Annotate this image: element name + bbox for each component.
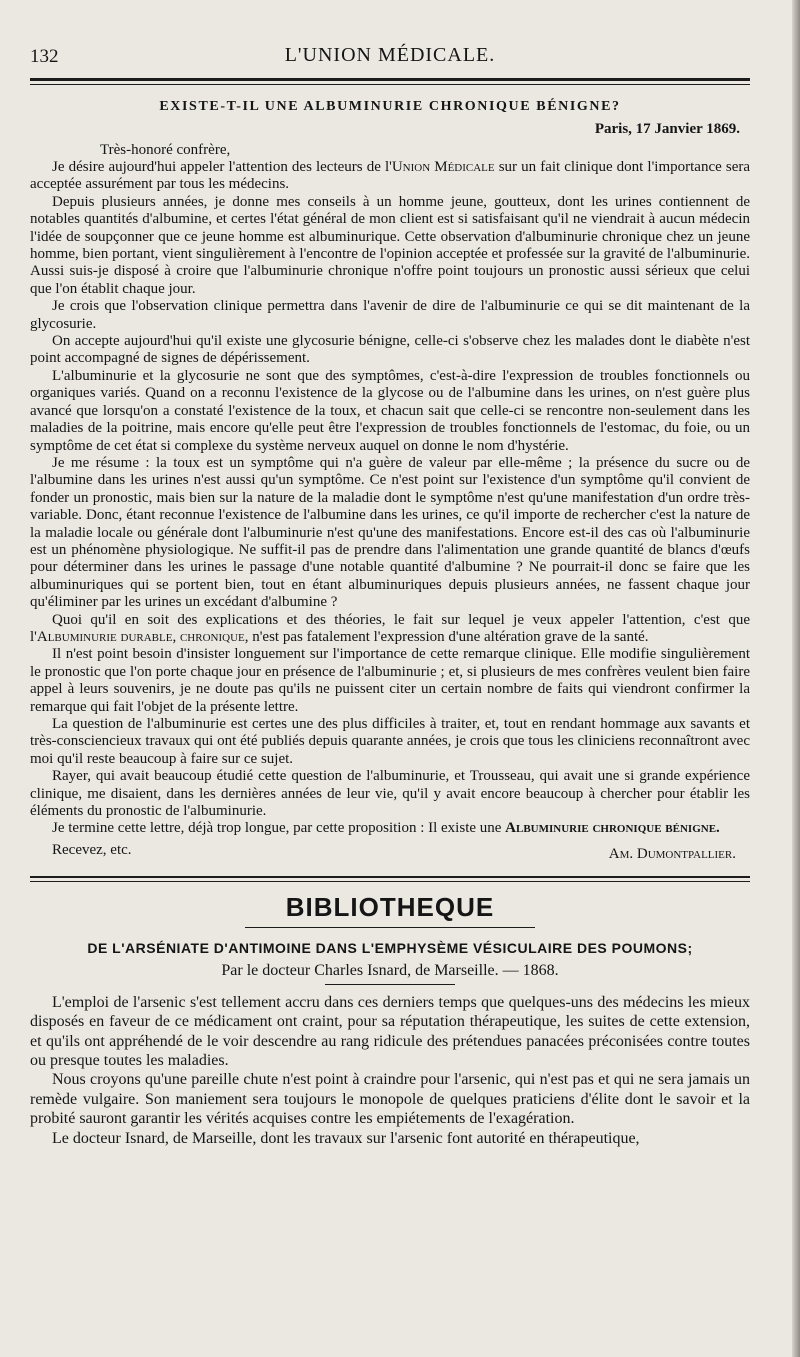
section-heading: BIBLIOTHEQUE (285, 891, 495, 922)
closing-formula: Recevez, etc. (52, 841, 132, 858)
letter-paragraph (30, 820, 750, 837)
letter-closing (30, 842, 750, 864)
letter-paragraph (30, 159, 750, 194)
emphasis-smallcaps: Albuminurie durable, chronique (36, 628, 245, 645)
letter-paragraph: Il n'est point besoin d'insister longuement sur l'importance de cette remarque clinique. Elle modifie singulièrement le pronostic que l'on porte chaque jour en présence de l'albuminurie ; et, si plusieurs de mes confrères veulent bien faire appel à leurs souvenirs, je ne doute pas qu'ils ne puissent citer un certain nombre de faits qui viendront confirmer la remarque qui fait l'objet de la présente lettre. (30, 646, 750, 715)
letter-paragraph: On accepte aujourd'hui qu'il existe une glycosurie bénigne, celle-ci s'observe chez les malades dont le diabète n'est point accompagné de signes de dépérissement. (30, 333, 750, 367)
journal-title: L'UNION MÉDICALE. (284, 44, 496, 66)
running-head (30, 38, 750, 76)
section-divider (30, 876, 750, 882)
letter-title: EXISTE-T-IL UNE ALBUMINURIE CHRONIQUE BÉNIGNE? (159, 99, 621, 114)
paragraph-text: sur un fait clinique dont l'importance sera acceptée assurément par tous les médecins. (30, 159, 751, 193)
paragraph-text: Quoi qu'il en soit des explications et des théories, le fait sur lequel je veux appeler l'attention, c'est que l' (30, 611, 750, 645)
paragraph-text: , n'est pas fatalement l'expression d'une altération grave de la santé. (244, 628, 649, 645)
header-rule-thick (30, 78, 750, 81)
letter-salutation: Très-honoré confrère, (100, 142, 231, 158)
article-paragraph: L'emploi de l'arsenic s'est tellement accru dans ces derniers temps que quelques-uns des médecins les mieux disposés en faveur de ce médicament ont craint, pour sa réputation thérapeutique, les suites de cette extension, et qu'ils ont appréhendé de le voir descendre au rang ridicule des prétendues panacées préconisées contre toutes ou presque toutes les maladies. (30, 993, 750, 1070)
letter-signature: Am. Dumontpallier. (608, 845, 736, 862)
section-heading-rule (245, 927, 535, 928)
letter-paragraph: Je me résume : la toux est un symptôme qui n'a guère de valeur par elle-même ; la présence du sucre ou de l'albumine dans les urines n'est aussi qu'un symptôme. Ce n'est point sur l'existence d'un symptôme qu'il convient de fonder un pronostic, mais bien sur la nature de la maladie dont le symptôme n'est qu'une manifestation d'un ordre très-variable. Donc, étant reconnue l'existence de l'albumine dans les urines, ce qu'il importe de rechercher c'est la nature de la maladie locale ou générale dont l'albuminurie n'est qu'une des manifestations. Encore est-il des cas où l'albuminurie est un phénomène physiologique. Ne suffit-il pas de prendre dans l'alimentation une grande quantité de blancs d'œufs pour déterminer dans les urines le passage d'une notable quantité d'albumine ? Ne pourrait-il donc se faire que les albuminuriques qui se portent bien, tout en étant albuminuriques depuis plusieurs années, ne fassent chaque jour qu'éliminer par les urines un excédant d'albumine ? (30, 454, 750, 611)
emphasis-smallcaps: Albuminurie chronique bénigne. (505, 820, 720, 837)
letter-paragraph: La question de l'albuminurie est certes une des plus difficiles à traiter, et, tout en rendant hommage aux savants et très-consciencieux travaux qui ont été publiés depuis quarante années, je crois que tous les cliniciens reconnaîtront avec moi qu'il reste beaucoup à faire sur ce sujet. (30, 716, 750, 767)
article-paragraph: Nous croyons qu'une pareille chute n'est point à craindre pour l'arsenic, qui n'est pas et qui ne sera jamais un remède vulgaire. Son maniement sera toujours le monopole de quelques praticiens d'élite dont le savoir et la probité sauront garantir les vérités acquises contre les empiétements de l'exagération. (30, 1071, 750, 1128)
letter-paragraph: Je crois que l'observation clinique permettra dans l'avenir de dire de l'albuminurie ce qui se dit maintenant de la glycosurie. (30, 298, 750, 332)
page-edge-shadow (792, 0, 800, 1357)
letter-paragraph: Depuis plusieurs années, je donne mes conseils à un homme jeune, goutteux, dont les urines contiennent de notables quantités d'albumine, et certes l'état général de mon client est si satisfaisant qu'il ne viendrait à aucun médecin l'idée de soupçonner que ce jeune homme est albuminurique. Cette observation d'albuminurie chronique chez un jeune homme, bien portant, vient singulièrement à l'encontre de l'opinion acceptée et professée sur la gravité de l'albuminurie. Aussi suis-je disposé à croire que l'albuminurie chronique n'offre point toujours un pronostic aussi sérieux que celui que l'on établit chaque jour. (30, 193, 750, 297)
page-number: 132 (30, 46, 59, 67)
journal-name-reference: Union Médicale (391, 159, 495, 175)
letter-paragraph (30, 612, 750, 647)
letter-paragraph: L'albuminurie et la glycosurie ne sont que des symptômes, c'est-à-dire l'expression de troubles fonctionnels ou organiques variés. Quand on a reconnu l'existence de la glycose ou de l'albumine dans les urines, on n'est guère plus avancé que lorsqu'on a constaté l'existence de la toux, et chacun sait que celle-ci se rencontre non-seulement dans les maladies de la poitrine, mais encore qu'elle peut être l'expression de troubles fonctionnels de l'estomac, du foie, ou un symptôme de cet état si complexe du système nerveux auquel on donne le nom d'hystérie. (30, 367, 750, 454)
letter-dateline: Paris, 17 Janvier 1869. (594, 121, 740, 137)
letter-paragraph: Rayer, qui avait beaucoup étudié cette question de l'albuminurie, et Trousseau, qui avait une si grande expérience clinique, me disaient, dans les dernières années de leur vie, qu'il y avait encore beaucoup à chercher pour établir les éléments du pronostic de l'albuminurie. (30, 768, 750, 820)
article-byline: Par le docteur Charles Isnard, de Marseille. — 1868. (221, 961, 559, 979)
byline-rule (325, 984, 455, 985)
header-rule-thin (30, 84, 750, 85)
paragraph-text: Je désire aujourd'hui appeler l'attention des lecteurs de l' (52, 159, 392, 175)
article-title: DE L'ARSÉNIATE D'ANTIMOINE DANS L'EMPHYSÈME VÉSICULAIRE DES POUMONS; (87, 939, 693, 956)
article-paragraph: Le docteur Isnard, de Marseille, dont les travaux sur l'arsenic font autorité en thérapeutique, (52, 1129, 640, 1147)
paragraph-text: Je termine cette lettre, déjà trop longue, par cette proposition : Il existe une (52, 820, 506, 837)
